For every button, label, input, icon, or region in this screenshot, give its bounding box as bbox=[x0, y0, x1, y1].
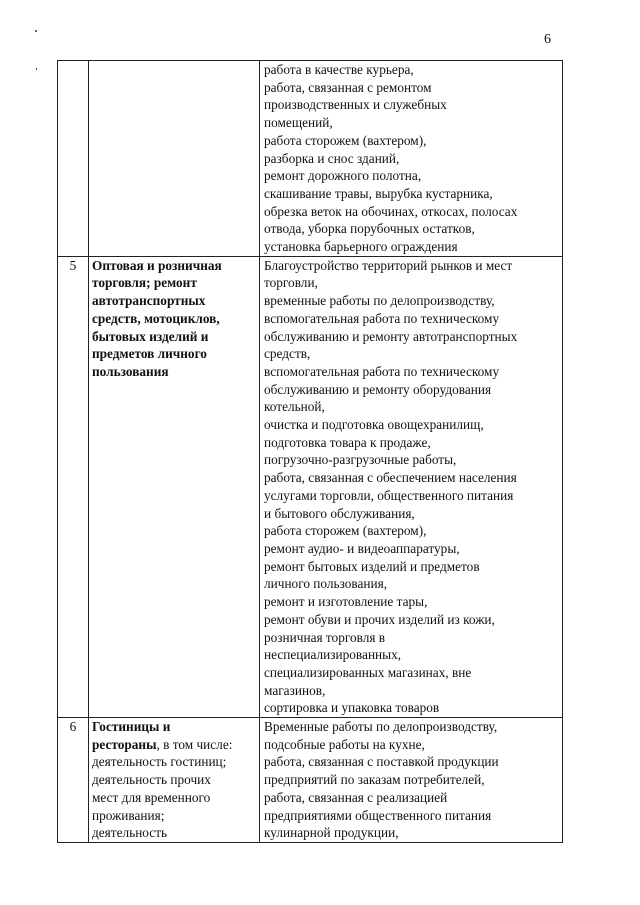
work-item: Благоустройство территорий рынков и мест bbox=[264, 257, 513, 273]
work-item: обрезка веток на обочинах, откосах, полосах bbox=[264, 203, 518, 219]
work-item: личного пользования, bbox=[264, 576, 388, 592]
row-number-cell bbox=[58, 718, 89, 843]
scan-speck bbox=[36, 68, 37, 70]
activities-table bbox=[57, 60, 563, 843]
work-item: обслуживанию и ремонту автотранспортных bbox=[264, 328, 518, 344]
sector-title-line bbox=[92, 257, 257, 275]
work-item: ремонт обуви и прочих изделий из кожи, bbox=[264, 611, 495, 627]
work-item: отвода, уборка порубочных остатков, bbox=[264, 221, 475, 237]
work-item: кулинарной продукции, bbox=[264, 825, 399, 841]
work-item: производственных и служебных bbox=[264, 97, 447, 113]
sector-title-line bbox=[92, 363, 257, 381]
work-item: вспомогательная работа по техническому bbox=[264, 310, 500, 326]
work-item: работа, связанная с ремонтом bbox=[264, 79, 432, 95]
work-item: подготовка товара к продаже, bbox=[264, 434, 431, 450]
work-item: помещений, bbox=[264, 115, 333, 131]
sector-title-text: пользования bbox=[92, 363, 169, 379]
sector-cell bbox=[89, 718, 260, 843]
work-item: обслуживанию и ремонту оборудования bbox=[264, 381, 492, 397]
sector-title-text: предметов личного bbox=[92, 346, 207, 362]
work-item: ремонт дорожного полотна, bbox=[264, 168, 422, 184]
row-number: 6 bbox=[69, 719, 77, 735]
work-item: специализированных магазинах, вне bbox=[264, 664, 472, 680]
sector-title-line bbox=[92, 310, 257, 328]
work-item: предприятий по заказам потребителей, bbox=[264, 772, 485, 788]
sector-subtitle-line: мест для временного bbox=[92, 789, 211, 805]
sector-title-text: рестораны bbox=[92, 736, 157, 752]
work-item: Временные работы по делопроизводству, bbox=[264, 719, 498, 735]
sector-title-line bbox=[92, 274, 257, 292]
row-number-cell bbox=[58, 61, 89, 257]
work-item: разборка и снос зданий, bbox=[264, 150, 400, 166]
work-item: подсобные работы на кухне, bbox=[264, 736, 425, 752]
work-item: скашивание травы, вырубка кустарника, bbox=[264, 185, 493, 201]
work-item: работа, связанная с реализацией bbox=[264, 789, 448, 805]
work-item: неспециализированных, bbox=[264, 647, 402, 663]
sector-title-text: средств, мотоциклов, bbox=[92, 310, 220, 326]
sector-title-line bbox=[92, 718, 257, 736]
table-row bbox=[58, 61, 563, 257]
work-item: работа, связанная с обеспечением населения bbox=[264, 470, 517, 486]
work-item: и бытового обслуживания, bbox=[264, 505, 415, 521]
sector-cell bbox=[89, 256, 260, 717]
work-item: ремонт аудио- и видеоаппаратуры, bbox=[264, 540, 460, 556]
works-cell bbox=[260, 256, 563, 717]
work-item: вспомогательная работа по техническому bbox=[264, 363, 500, 379]
works-cell bbox=[260, 61, 563, 257]
sector-subtitle-line: деятельность гостиниц; bbox=[92, 754, 227, 770]
work-item: работа сторожем (вахтером), bbox=[264, 132, 427, 148]
work-item: погрузочно-разгрузочные работы, bbox=[264, 452, 457, 468]
work-item: розничная торговля в bbox=[264, 629, 386, 645]
work-item: установка барьерного ограждения bbox=[264, 239, 458, 255]
sector-cell bbox=[89, 61, 260, 257]
row-number: 5 bbox=[69, 257, 77, 273]
work-item: работа в качестве курьера, bbox=[264, 62, 414, 77]
sector-title-suffix: , в том числе: bbox=[156, 736, 233, 752]
work-item: работа сторожем (вахтером), bbox=[264, 523, 427, 539]
page-number: 6 bbox=[544, 32, 551, 47]
work-item: услугами торговли, общественного питания bbox=[264, 487, 514, 503]
sector-subtitle-line: деятельность bbox=[92, 825, 168, 841]
work-item: сортировка и упаковка товаров bbox=[264, 700, 440, 716]
work-item: котельной, bbox=[264, 399, 325, 415]
work-item: магазинов, bbox=[264, 682, 326, 698]
work-item: ремонт бытовых изделий и предметов bbox=[264, 558, 480, 574]
sector-title-text: Оптовая и розничная bbox=[92, 257, 222, 273]
sector-title-text: Гостиницы и bbox=[92, 719, 171, 735]
row-number-cell bbox=[58, 256, 89, 717]
sector-title-line bbox=[92, 345, 257, 363]
sector-title-text: торговля; ремонт bbox=[92, 275, 197, 291]
work-item: работа, связанная с поставкой продукции bbox=[264, 754, 499, 770]
sector-subtitle-line: деятельность прочих bbox=[92, 772, 211, 788]
works-cell bbox=[260, 718, 563, 843]
work-item: средств, bbox=[264, 346, 311, 362]
sector-title-line bbox=[92, 328, 257, 346]
table-row bbox=[58, 718, 563, 843]
sector-title-line bbox=[92, 292, 257, 310]
table-row bbox=[58, 256, 563, 717]
sector-subtitle-line: проживания; bbox=[92, 807, 165, 823]
work-item: предприятиями общественного питания bbox=[264, 807, 492, 823]
work-item: очистка и подготовка овощехранилищ, bbox=[264, 417, 484, 433]
sector-title-text: бытовых изделий и bbox=[92, 328, 209, 344]
sector-title-text: автотранспортных bbox=[92, 293, 206, 309]
scan-speck bbox=[35, 30, 37, 32]
sector-title-line bbox=[92, 736, 257, 754]
work-item: временные работы по делопроизводству, bbox=[264, 293, 495, 309]
work-item: торговли, bbox=[264, 275, 318, 291]
work-item: ремонт и изготовление тары, bbox=[264, 594, 428, 610]
